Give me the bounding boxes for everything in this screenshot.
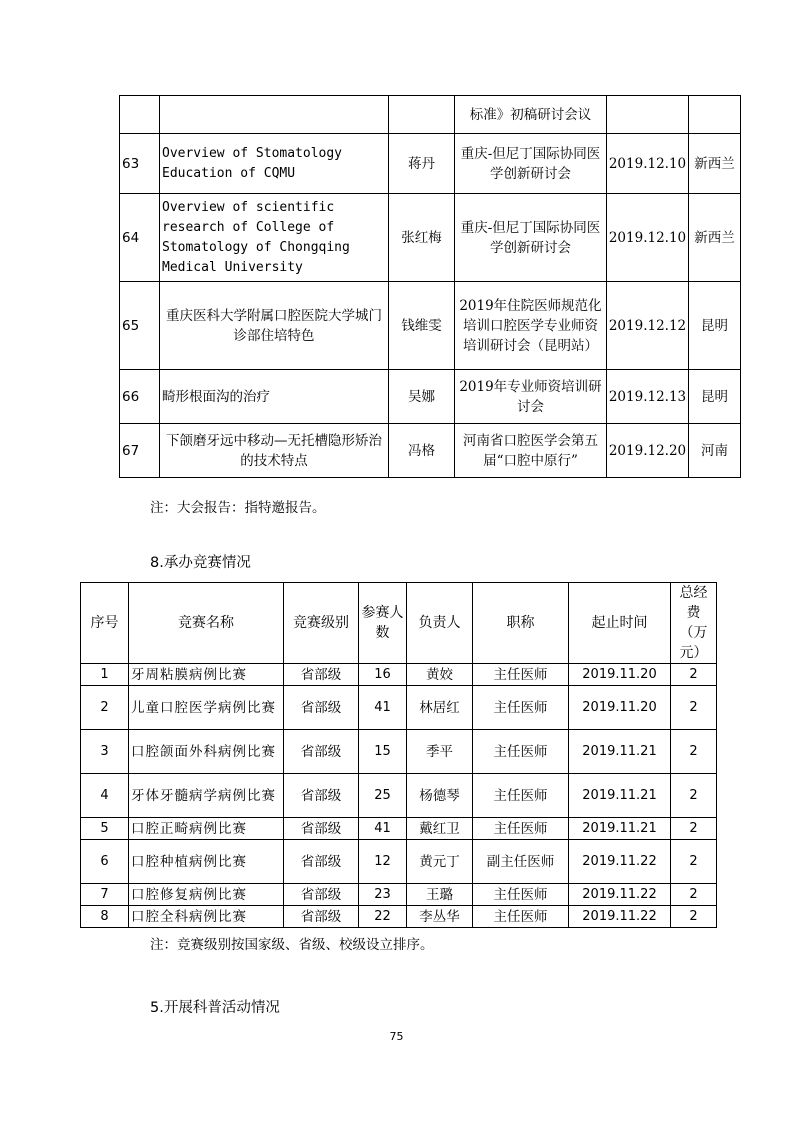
- table-row: [81, 774, 717, 818]
- report-place: 昆明: [689, 282, 741, 370]
- cell-title: 主任医师: [473, 884, 569, 906]
- reporter: [389, 96, 455, 134]
- reporter: 冯格: [389, 424, 455, 478]
- report-date: 2019.12.20: [607, 424, 689, 478]
- cell-leader: 黄姣: [407, 664, 473, 686]
- meeting-name: 重庆-但尼丁国际协同医学创新研讨会: [455, 194, 607, 282]
- cell-no: 2: [81, 686, 129, 730]
- cell-leader: 林居红: [407, 686, 473, 730]
- report-title: Overview of Stomatology Education of CQMU: [160, 134, 389, 194]
- report-title: 畸形根面沟的治疗: [160, 370, 389, 424]
- cell-level: 省部级: [284, 730, 359, 774]
- report-place: 河南: [689, 424, 741, 478]
- cell-fund: 2: [671, 686, 717, 730]
- cell-count: 16: [359, 664, 407, 686]
- cell-no: 7: [81, 884, 129, 906]
- cell-no: 3: [81, 730, 129, 774]
- report-title: Overview of scientific research of College of Stomatology of Chongqing Medical University: [160, 194, 389, 282]
- table-row: [81, 906, 717, 928]
- cell-leader: 杨德琴: [407, 774, 473, 818]
- report-table-note: 注：大会报告：指特邀报告。: [150, 500, 326, 516]
- row-number: 66: [120, 370, 160, 424]
- cell-date: 2019.11.22: [569, 840, 671, 884]
- row-number: 64: [120, 194, 160, 282]
- cell-no: 1: [81, 664, 129, 686]
- cell-count: 15: [359, 730, 407, 774]
- cell-title: 副主任医师: [473, 840, 569, 884]
- cell-fund: 2: [671, 664, 717, 686]
- cell-date: 2019.11.20: [569, 664, 671, 686]
- row-number: 67: [120, 424, 160, 478]
- col-header-date: 起止时间: [569, 583, 671, 664]
- cell-level: 省部级: [284, 774, 359, 818]
- table-row: [81, 664, 717, 686]
- cell-name: 口腔全科病例比赛: [129, 906, 284, 928]
- cell-level: 省部级: [284, 884, 359, 906]
- report-title: [160, 96, 389, 134]
- table-row: [120, 282, 741, 370]
- cell-title: 主任医师: [473, 818, 569, 840]
- cell-fund: 2: [671, 840, 717, 884]
- cell-name: 口腔修复病例比赛: [129, 884, 284, 906]
- cell-leader: 戴红卫: [407, 818, 473, 840]
- meeting-name: 河南省口腔医学会第五届“口腔中原行”: [455, 424, 607, 478]
- cell-count: 41: [359, 686, 407, 730]
- report-place: [689, 96, 741, 134]
- cell-no: 8: [81, 906, 129, 928]
- row-number: 63: [120, 134, 160, 194]
- report-date: 2019.12.10: [607, 194, 689, 282]
- report-date: [607, 96, 689, 134]
- cell-fund: 2: [671, 730, 717, 774]
- table-row: [81, 840, 717, 884]
- cell-count: 23: [359, 884, 407, 906]
- report-title: 重庆医科大学附属口腔医院大学城门诊部住培特色: [160, 282, 389, 370]
- cell-leader: 王璐: [407, 884, 473, 906]
- reporter: 蒋丹: [389, 134, 455, 194]
- cell-leader: 李丛华: [407, 906, 473, 928]
- table-row: [120, 424, 741, 478]
- competition-table-note: 注：竞赛级别按国家级、省级、校级设立排序。: [150, 937, 434, 953]
- table-row: [120, 134, 741, 194]
- row-number: [120, 96, 160, 134]
- cell-name: 牙周粘膜病例比赛: [129, 664, 284, 686]
- table-row: [120, 96, 741, 134]
- cell-date: 2019.11.22: [569, 884, 671, 906]
- section-8-title: 8.承办竞赛情况: [150, 555, 251, 571]
- cell-fund: 2: [671, 818, 717, 840]
- cell-title: 主任医师: [473, 906, 569, 928]
- cell-name: 牙体牙髓病学病例比赛: [129, 774, 284, 818]
- meeting-name: 重庆-但尼丁国际协同医学创新研讨会: [455, 134, 607, 194]
- table-header-row: [81, 583, 717, 664]
- row-number: 65: [120, 282, 160, 370]
- cell-name: 口腔种植病例比赛: [129, 840, 284, 884]
- cell-no: 4: [81, 774, 129, 818]
- report-title: 下颌磨牙远中移动—无托槽隐形矫治的技术特点: [160, 424, 389, 478]
- cell-date: 2019.11.20: [569, 686, 671, 730]
- col-header-fund: 总经费（万元）: [671, 583, 717, 664]
- table-row: [81, 884, 717, 906]
- cell-name: 儿童口腔医学病例比赛: [129, 686, 284, 730]
- cell-count: 12: [359, 840, 407, 884]
- reporter: 张红梅: [389, 194, 455, 282]
- section-5-title: 5.开展科普活动情况: [150, 1000, 280, 1016]
- meeting-name: 2019年专业师资培训研讨会: [455, 370, 607, 424]
- table-row: [81, 730, 717, 774]
- cell-title: 主任医师: [473, 774, 569, 818]
- cell-fund: 2: [671, 906, 717, 928]
- cell-no: 6: [81, 840, 129, 884]
- table-row: [120, 194, 741, 282]
- cell-leader: 季平: [407, 730, 473, 774]
- report-date: 2019.12.10: [607, 134, 689, 194]
- col-header-no: 序号: [81, 583, 129, 664]
- cell-date: 2019.11.21: [569, 774, 671, 818]
- cell-date: 2019.11.22: [569, 906, 671, 928]
- cell-date: 2019.11.21: [569, 818, 671, 840]
- cell-level: 省部级: [284, 686, 359, 730]
- col-header-leader: 负责人: [407, 583, 473, 664]
- reporter: 吴娜: [389, 370, 455, 424]
- cell-title: 主任医师: [473, 730, 569, 774]
- cell-no: 5: [81, 818, 129, 840]
- table-row: [120, 370, 741, 424]
- cell-level: 省部级: [284, 840, 359, 884]
- reporter: 钱维雯: [389, 282, 455, 370]
- report-date: 2019.12.13: [607, 370, 689, 424]
- cell-count: 41: [359, 818, 407, 840]
- page-number: 75: [389, 1030, 404, 1043]
- report-date: 2019.12.12: [607, 282, 689, 370]
- cell-fund: 2: [671, 774, 717, 818]
- cell-level: 省部级: [284, 818, 359, 840]
- report-table: [119, 95, 741, 478]
- table-row: [81, 686, 717, 730]
- col-header-name: 竞赛名称: [129, 583, 284, 664]
- col-header-level: 竞赛级别: [284, 583, 359, 664]
- cell-title: 主任医师: [473, 664, 569, 686]
- cell-leader: 黄元丁: [407, 840, 473, 884]
- col-header-title: 职称: [473, 583, 569, 664]
- cell-level: 省部级: [284, 906, 359, 928]
- cell-title: 主任医师: [473, 686, 569, 730]
- meeting-name: 标准》初稿研讨会议: [455, 96, 607, 134]
- cell-date: 2019.11.21: [569, 730, 671, 774]
- cell-name: 口腔颌面外科病例比赛: [129, 730, 284, 774]
- cell-fund: 2: [671, 884, 717, 906]
- cell-count: 22: [359, 906, 407, 928]
- cell-level: 省部级: [284, 664, 359, 686]
- report-place: 新西兰: [689, 194, 741, 282]
- table-row: [81, 818, 717, 840]
- cell-count: 25: [359, 774, 407, 818]
- col-header-count: 参赛人数: [359, 583, 407, 664]
- cell-name: 口腔正畸病例比赛: [129, 818, 284, 840]
- report-place: 昆明: [689, 370, 741, 424]
- competition-table: [80, 582, 717, 928]
- report-place: 新西兰: [689, 134, 741, 194]
- meeting-name: 2019年住院医师规范化培训口腔医学专业师资培训研讨会（昆明站）: [455, 282, 607, 370]
